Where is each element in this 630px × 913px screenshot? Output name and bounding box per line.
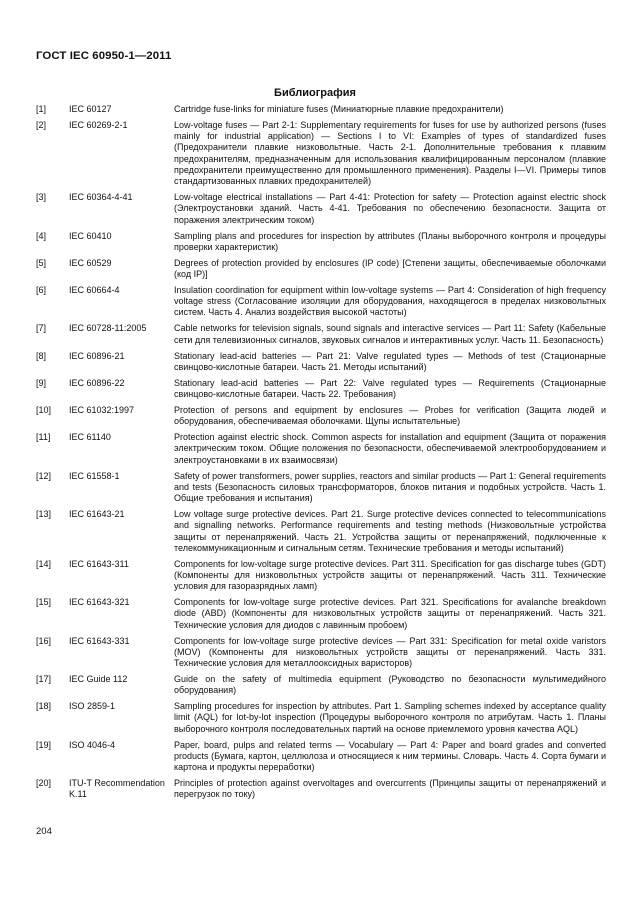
entry-number: [15] <box>36 597 52 608</box>
entry-description: Stationary lead-acid batteries — Part 21: Valve regulated types — Methods of test (Стационарные свинцово-кислотные батареи. Часть 21. Методы испытаний) <box>174 350 606 372</box>
bibliography-title: Библиография <box>274 87 356 99</box>
entry-description: Principles of protection against overvoltages and overcurrents (Принципы защиты от перенапряжений и перегрузок по току) <box>174 778 606 800</box>
entry-standard-code: IEC 60529 <box>69 257 112 268</box>
entry-description: Cartridge fuse-links for miniature fuses (Миниатюрные плавкие предохранители) <box>174 104 504 114</box>
entry-description: Safety of power transformers, power supplies, reactors and similar products — Part 1: General requirements and tests (Безопасность силовых трансформаторов, блоков питания и подобных устройств. Часть 1. Общие требования и испытания) <box>174 470 606 504</box>
entry-standard-code: IEC 60728-11:2005 <box>69 323 147 334</box>
entry-standard-code: ISO 4046-4 <box>69 739 116 750</box>
entry-number: [4] <box>36 230 47 241</box>
bibliography-entry <box>36 432 606 466</box>
entry-number: [18] <box>36 701 52 712</box>
bibliography-entry <box>36 674 606 697</box>
entry-standard-code: IEC 61032:1997 <box>69 404 135 415</box>
bibliography-entry <box>36 740 606 774</box>
entry-number: [14] <box>36 558 52 569</box>
entry-standard-code: IEC 60896-22 <box>69 377 125 388</box>
entry-description: Components for low-voltage surge protective devices. Part 321. Specifications for avalanche breakdown diode (ABD) (Компоненты для низковольтных устройств защиты от перенапряжений. Часть 321. Технические условия для диодов с лавинным пробоем) <box>174 597 606 630</box>
entry-description: Low-voltage electrical installations — Part 4-41: Protection for safety — Protection against electric shock (Электроустановки зданий. Часть 4-41. Требования по обеспечению безопасности. Защита от поражения электрическим током) <box>174 192 606 225</box>
entry-number: [9] <box>36 377 47 388</box>
entry-number: [7] <box>36 323 47 334</box>
entry-description: Insulation coordination for equipment within low-voltage systems — Part 4: Consideration of high frequency voltage stress (Согласование изоляции для оборудования, находящегося в пределах низковольтных систем. Часть 4. Анализ воздействия высокой частоты) <box>174 284 606 318</box>
entry-description: Cable networks for television signals, sound signals and interactive services — Part 11: Safety (Кабельные сети для телевизионных сигналов, звуковых сигналов и интерактивных услуг. Часть 11. Безопасность) <box>174 323 606 345</box>
entry-description: Protection of persons and equipment by enclosures — Probes for verification (Защита людей и оборудования, обеспечиваемая оболочками. Щупы испытательные) <box>174 404 606 427</box>
entry-number: [8] <box>36 350 47 361</box>
entry-standard-code: IEC 61643-331 <box>69 635 130 646</box>
entry-standard-code: IEC 60269-2-1 <box>69 119 128 130</box>
entry-description: Paper, board, pulps and related terms — Vocabulary — Part 4: Paper and board grades and converted products (Бумага, картон, целлюлоза и относящиеся к ним термины. Словарь. Часть 4. Сорта бумаги и картона и продукты переработки) <box>174 739 606 773</box>
document-header: ГОСТ IEC 60950-1—2011 <box>36 50 172 62</box>
entry-standard-code: IEC 61643-311 <box>69 558 129 569</box>
entry-standard-code: IEC 61558-1 <box>69 470 120 481</box>
bibliography-entry <box>36 104 606 115</box>
bibliography-entry <box>36 597 606 631</box>
bibliography-entry <box>36 192 606 226</box>
entry-description: Sampling procedures for inspection by attributes. Part 1. Sampling schemes indexed by acceptance quality limit (AQL) for lot-by-lot inspection (Процедуры выборочного контроля по атрибутам. Часть 1. Планы выборочного контроля последовательных партий на основе приемлемого уровня качества AQL) <box>174 701 606 734</box>
bibliography-entry <box>36 636 606 670</box>
bibliography-entry <box>36 559 606 593</box>
bibliography-entry <box>36 323 606 346</box>
entry-description: Components for low-voltage surge protective devices — Part 331: Specification for metal oxide varistors (MOV) (Компоненты для низковольтных устройств защиты от перенапряжений. Часть 331. Технические условия для металлооксидных варисторов) <box>174 635 606 669</box>
entry-number: [13] <box>36 509 52 519</box>
entry-description: Low voltage surge protective devices. Part 21. Surge protective devices connected to telecommunications and signalling networks. Performance requirements and testing methods (Низковольтные устройства защиты от перенапряжений. Часть 21. Устройства защиты от перенапряжений, подключенные к телекоммуникационным и сигнальным сетям. Технические требования и методы испытаний) <box>174 509 606 553</box>
entry-standard-code: IEC 60896-21 <box>69 350 125 361</box>
bibliography-list <box>36 104 606 805</box>
entry-description: Degrees of protection provided by enclosures (IP code) [Степени защиты, обеспечиваемые оболочками (код IP)] <box>174 257 606 279</box>
bibliography-entry <box>36 701 606 735</box>
entry-description: Sampling plans and procedures for inspection by attributes (Планы выборочного контроля и процедуры проверки характеристик) <box>174 230 606 252</box>
bibliography-entry <box>36 231 606 254</box>
entry-number: [5] <box>36 257 47 268</box>
bibliography-entry <box>36 285 606 319</box>
bibliography-entry <box>36 258 606 281</box>
entry-number: [3] <box>36 192 47 203</box>
entry-number: [1] <box>36 104 47 114</box>
bibliography-entry <box>36 778 606 801</box>
entry-number: [2] <box>36 119 47 130</box>
entry-number: [16] <box>36 635 52 646</box>
entry-description: Components for low-voltage surge protective devices. Part 311. Specification for gas discharge tubes (GDT) (Компоненты для низковольтных устройств защиты от перенапряжений. Часть 311. Технические условия для газоразрядных ламп) <box>174 558 606 592</box>
entry-standard-code: ISO 2859-1 <box>69 701 116 712</box>
entry-standard-code: IEC Guide 112 <box>69 674 128 684</box>
entry-number: [10] <box>36 404 52 415</box>
entry-number: [17] <box>36 674 52 684</box>
entry-standard-code: IEC 60664-4 <box>69 284 120 295</box>
entry-standard-code: IEC 60364-4-41 <box>69 192 133 203</box>
entry-description: Low-voltage fuses — Part 2-1: Supplementary requirements for fuses for use by authorized persons (fuses mainly for industrial application) — Sections I to VI: Examples of types of standardized fuses (Предохранители плавкие низковольтные. Часть 2-1. Дополнительные требования к плавким предохранителям, предназначенным для использования квалифицированным персоналом (плавкие предохранители преимущественно для промышленного применения). Разделы I—VI. Примеры типов стандартизованных плавких предохранителей) <box>174 119 606 187</box>
entry-number: [19] <box>36 739 52 750</box>
bibliography-entry <box>36 120 606 188</box>
page-number: 204 <box>36 826 52 837</box>
entry-number: [12] <box>36 470 52 481</box>
entry-number: [6] <box>36 284 47 295</box>
entry-standard-code: IEC 61643-321 <box>69 597 130 608</box>
entry-number: [11] <box>36 432 51 443</box>
bibliography-entry <box>36 471 606 505</box>
entry-standard-code: IEC 61140 <box>69 432 111 443</box>
entry-standard-code: IEC 60127 <box>69 104 112 114</box>
entry-number: [20] <box>36 778 52 789</box>
entry-description: Guide on the safety of multimedia equipment (Руководство по безопасности мультимедийного оборудования) <box>174 674 606 696</box>
bibliography-entry <box>36 405 606 428</box>
entry-standard-code: ITU-T Recommendation K.11 <box>69 778 165 800</box>
bibliography-entry <box>36 509 606 554</box>
bibliography-entry <box>36 378 606 401</box>
entry-standard-code: IEC 61643-21 <box>69 509 125 519</box>
entry-description: Stationary lead-acid batteries — Part 22: Valve regulated types — Requirements (Стационарные свинцово-кислотные батареи. Часть 22. Требования) <box>174 377 606 399</box>
bibliography-entry <box>36 351 606 374</box>
entry-standard-code: IEC 60410 <box>69 230 112 241</box>
entry-description: Protection against electric shock. Common aspects for installation and equipment (Защита от поражения электрическим током. Общие положения по безопасности, обеспечиваемой электрооборудованием и электроустановками в их взаимосвязи) <box>174 432 606 465</box>
